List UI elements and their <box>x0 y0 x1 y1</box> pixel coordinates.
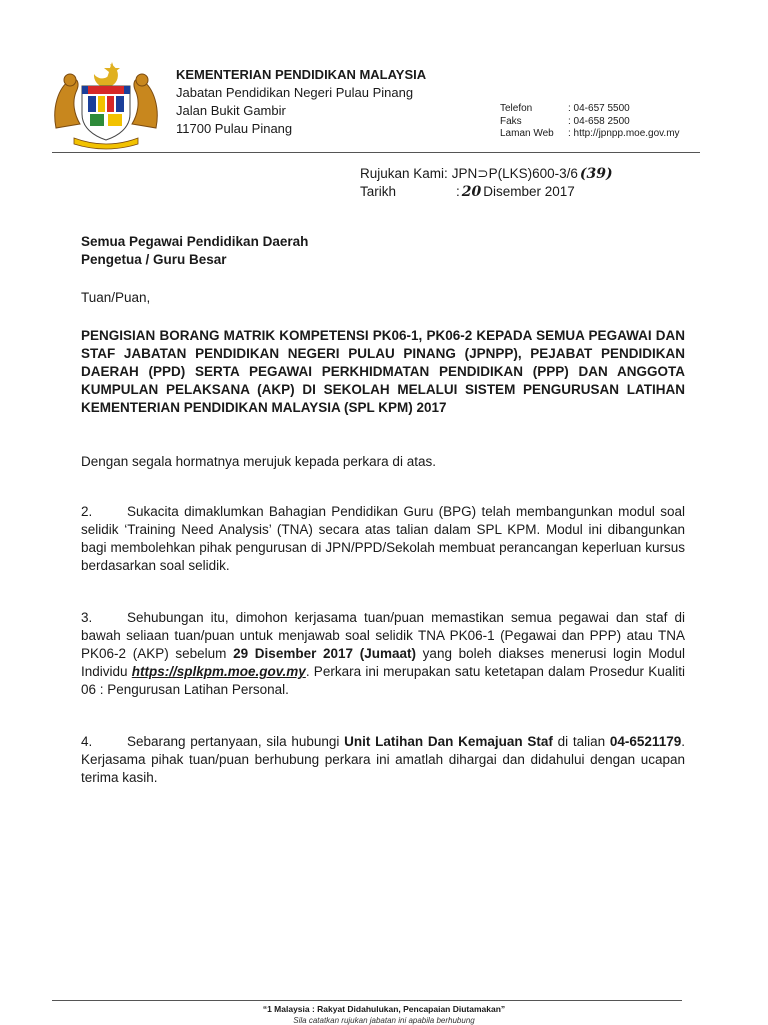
contact-label: Faks <box>500 115 522 127</box>
contact-unit: Unit Latihan Dan Kemajuan Staf <box>344 734 553 749</box>
paragraph-text: Sehubungan itu, dimohon kerjasama tuan/puan memastikan semua pegawai dan staf di bawah seliaan tuan/puan untuk menjawab soal selidik TNA PK06-1 (Pegawai dan PPP) atau TNA PK06-2 (AKP) sebelum <box>81 610 685 661</box>
contact-website <box>500 128 680 141</box>
date-month-year: Disember 2017 <box>483 184 575 199</box>
reference-block <box>360 165 615 201</box>
paragraph-4 <box>81 733 685 787</box>
paragraph-3 <box>81 609 685 699</box>
contact-label: Laman Web <box>500 128 554 139</box>
contact-value: : http://jpnpp.moe.gov.my <box>568 128 680 139</box>
contact-value: : 04-657 5500 <box>568 103 630 114</box>
date-row <box>360 183 615 201</box>
contact-phone <box>500 103 680 116</box>
paragraph-text: yang boleh diakses menerusi login Modul Individu <box>81 646 685 679</box>
date-colon: : <box>456 184 460 199</box>
letter-body <box>81 233 685 821</box>
paragraph-text: di talian <box>552 734 610 749</box>
paragraph-text: Sukacita dimaklumkan Bahagian Pendidikan Guru (BPG) telah membangunkan modul soal selidik ‘Training Need Analysis’ (TNA) secara atas talian dalam SPL KPM. Modul ini dibangunkan bagi membolehkan pihak pengurusan di JPN/PPD/Sekolah membuat perancangan keperluan kursus berdasarkan soal selidik. <box>81 504 685 573</box>
date-day-handwritten: 20 <box>461 184 482 200</box>
salutation: Tuan/Puan, <box>81 290 151 305</box>
contact-block <box>500 103 680 141</box>
paragraph-number: 4. <box>81 734 93 749</box>
footer-motto: “1 Malaysia : Rakyat Didahulukan, Pencapaian Diutamakan” <box>262 1004 506 1014</box>
footer-note: Sila catatkan rujukan jabatan ini apabila berhubung <box>293 1016 475 1025</box>
coat-of-arms-logo <box>50 58 162 150</box>
recipient-line: Semua Pegawai Pendidikan Daerah <box>81 234 309 249</box>
contact-fax <box>500 116 680 129</box>
paragraph-2 <box>81 503 685 575</box>
paragraph-number: 2. <box>81 504 93 519</box>
address-street: Jalan Bukit Gambir <box>176 103 286 118</box>
reference-number: JPN⊃P(LKS)600-3/6 <box>451 166 578 181</box>
splkpm-link[interactable]: https://splkpm.moe.gov.my <box>131 664 306 679</box>
letter-subject: PENGISIAN BORANG MATRIK KOMPETENSI PK06-1, PK06-2 KEPADA SEMUA PEGAWAI DAN STAF JABATAN PENDIDIKAN NEGERI PULAU PINANG (JPNPP), PEJABAT PENDIDIKAN DAERAH (PPD) SERTA PEGAWAI PERKHIDMATAN PENDIDIKAN (PPP) DAN ANGGOTA KUMPULAN PELAKSANA (AKP) DI SEKOLAH MELALUI SISTEM PENGURUSAN LATIHAN KEMENTERIAN PENDIDIKAN MALAYSIA (SPL KPM) 2017 <box>81 328 685 415</box>
deadline-date: 29 Disember 2017 (Jumaat) <box>233 646 416 661</box>
contact-label: Telefon <box>500 103 533 114</box>
department-name: Jabatan Pendidikan Negeri Pulau Pinang <box>176 85 414 100</box>
recipient-line: Pengetua / Guru Besar <box>81 252 227 267</box>
footer-divider <box>52 1000 682 1001</box>
date-label: Tarikh <box>360 184 397 199</box>
paragraph-number: 3. <box>81 610 93 625</box>
recipients <box>81 233 685 269</box>
paragraph-text: . Kerjasama pihak tuan/puan berhubung perkara ini amatlah dihargai dan didahului dengan ucapan terima kasih. <box>81 734 685 785</box>
contact-value: : 04-658 2500 <box>568 115 630 127</box>
letterhead-divider <box>52 152 700 153</box>
reference-number-row <box>360 165 615 183</box>
letterhead-organisation <box>176 66 426 138</box>
reference-label: Rujukan Kami: <box>360 166 448 181</box>
address-postcode-city: 11700 Pulau Pinang <box>176 121 293 136</box>
contact-phone-number: 04-6521179 <box>609 734 682 749</box>
opening-line: Dengan segala hormatnya merujuk kepada perkara di atas. <box>81 454 436 469</box>
reference-handwritten: (39) <box>579 166 613 182</box>
ministry-name: KEMENTERIAN PENDIDIKAN MALAYSIA <box>176 67 427 82</box>
paragraph-text: . Perkara ini merupakan satu ketetapan dalam Prosedur Kualiti 06 : Pengurusan Latihan Personal. <box>81 664 685 697</box>
paragraph-text: Sebarang pertanyaan, sila hubungi <box>127 734 345 749</box>
